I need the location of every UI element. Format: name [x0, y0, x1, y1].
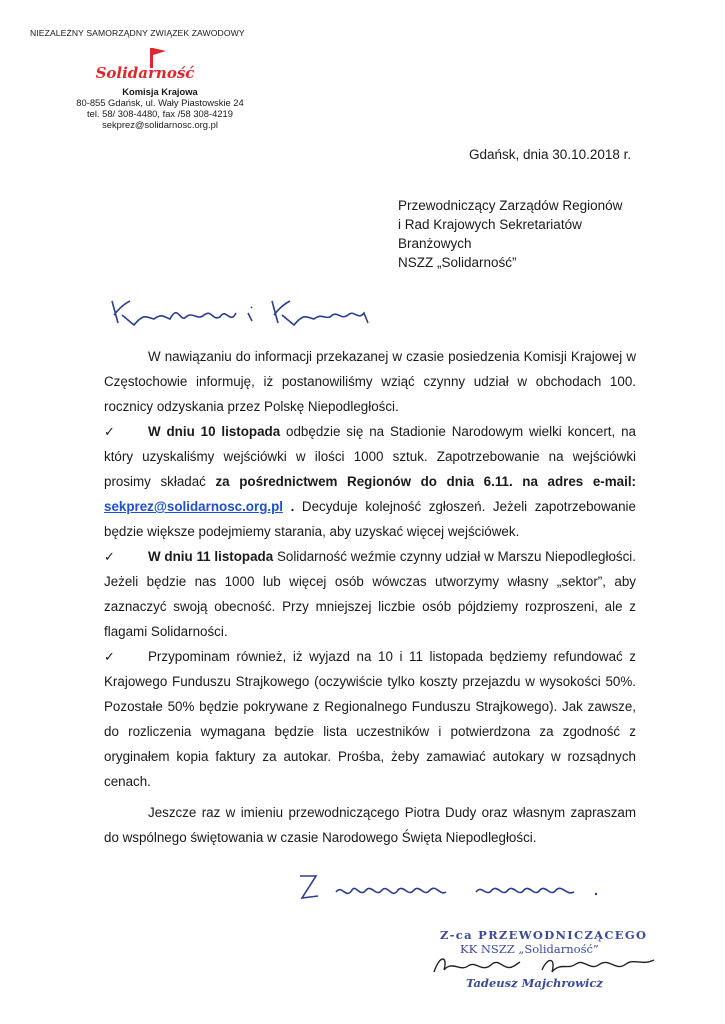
recipient-line: i Rad Krajowych Sekretariatów: [398, 217, 582, 232]
handwritten-regards: [296, 870, 616, 910]
salutation-text: Koleżanki i Koledzy: [108, 293, 117, 294]
letterhead-email: sekprez@solidarnosc.org.pl: [102, 119, 218, 130]
recipient-block: [398, 196, 622, 272]
paragraph-march: [104, 544, 636, 644]
closing-paragraph: Jeszcze raz w imieniu przewodniczącego Piotra Dudy oraz własnym zapraszam do wspólnego świętowania w czasie Narodowego Święta Niepodległości.: [104, 805, 636, 845]
regards-text: Z wyrazami szacunku: [296, 870, 306, 871]
letter-body: [104, 344, 636, 850]
stamp-org: KK NSZZ „Solidarność”: [460, 942, 599, 956]
recipient-line: Przewodniczący Zarządów Regionów: [398, 198, 623, 213]
address: 80-855 Gdańsk, ul. Wały Piastowskie 24: [76, 97, 244, 108]
march-text: Solidarność weźmie czynny udział w Marszu Niepodległości. Jeżeli będzie nas 1000 lub więcej osób wówczas utworzymy własny „sektor”, aby zaznaczyć swoją obecność. Przy mniejszej liczbie osób pójdziemy rozproszeni, ale z flagami Solidarności.: [104, 549, 636, 639]
handwritten-salutation: [108, 293, 378, 333]
letterhead-contact: [30, 86, 290, 130]
checkmark-icon: ✓: [104, 549, 115, 564]
paragraph-concert: ✓ W dniu 10 listopada odbędzie się na Stadionie Narodowym wielki koncert, na który uzyskaliśmy wejściówki w ilości 1000 sztuk. Zapotrzebowanie na wejściówki prosimy składać za pośrednictwem Regionów do dnia 6.11. na adres e-mail: sekprez@solidarnosc.org.pl . Decyduje kolejność zgłoszeń. Jeżeli zapotrzebowanie będzie większe podejmiemy starania, aby uzyskać więcej wejściówek.: [104, 419, 636, 544]
concert-text: odbędzie się na Stadionie Narodowym wielki koncert, na który uzyskaliśmy wejściówki w ilości 1000 sztuk. Zapotrzebowanie na wejściówki prosimy składać: [104, 424, 637, 489]
refund-text: Przypominam również, iż wyjazd na 10 i 11 listopada będziemy refundować z Krajowego Funduszu Strajkowego (oczywiście tylko koszty przejazdu w wysokości 50%. Pozostałe 50% będzie pokrywane z Regionalnego Funduszu Strajkowego). Jak zawsze, do rozliczenia wymagana będzie lista uczestników i potwierdzona za zgodność z oryginałem kopia faktury za autokar. Prośba, żeby zamawiać autokary w rozsądnych cenach.: [104, 649, 636, 789]
org-name: NIEZALEŻNY SAMORZĄDNY ZWIĄZEK ZAWODOWY: [30, 28, 245, 38]
email-link[interactable]: sekprez@solidarnosc.org.pl: [104, 499, 284, 514]
letterhead: [30, 28, 260, 130]
intro-paragraph: W nawiązaniu do informacji przekazanej w czasie posiedzenia Komisji Krajowej w Częstochowie informuję, iż postanowiliśmy wziąć czynny udział w obchodach 100. rocznicy odzyskania przez Polskę Niepodległości.: [104, 349, 636, 414]
paragraph-refund: [104, 644, 636, 794]
letter-date: Gdańsk, dnia 30.10.2018 r.: [469, 147, 632, 162]
logo-text: Solidarność: [95, 64, 195, 82]
commission-name: Komisja Krajowa: [122, 86, 198, 97]
recipient-line: NSZZ „Solidarność”: [398, 255, 517, 270]
concert-date: W dniu 10 listopada: [148, 424, 281, 439]
stamp-title: Z-ca PRZEWODNICZĄCEGO: [440, 928, 648, 942]
phone-fax: tel. 58/ 308-4480, fax /58 308-4219: [87, 108, 233, 119]
checkmark-icon: ✓: [104, 424, 115, 439]
signature-stamp: [420, 920, 660, 1000]
concert-tail: Decyduje kolejność zgłoszeń. Jeżeli zapotrzebowanie będzie większe podejmiemy starania, aby uzyskać więcej wejściówek.: [104, 499, 636, 539]
stamp-name: Tadeusz Majchrowicz: [466, 976, 603, 990]
march-date: W dniu 11 listopada: [148, 549, 274, 564]
checkmark-icon: ✓: [104, 649, 115, 664]
deadline-text: za pośrednictwem Regionów do dnia 6.11. na adres e-mail:: [215, 474, 637, 489]
recipient-line: Branżowych: [398, 236, 472, 251]
